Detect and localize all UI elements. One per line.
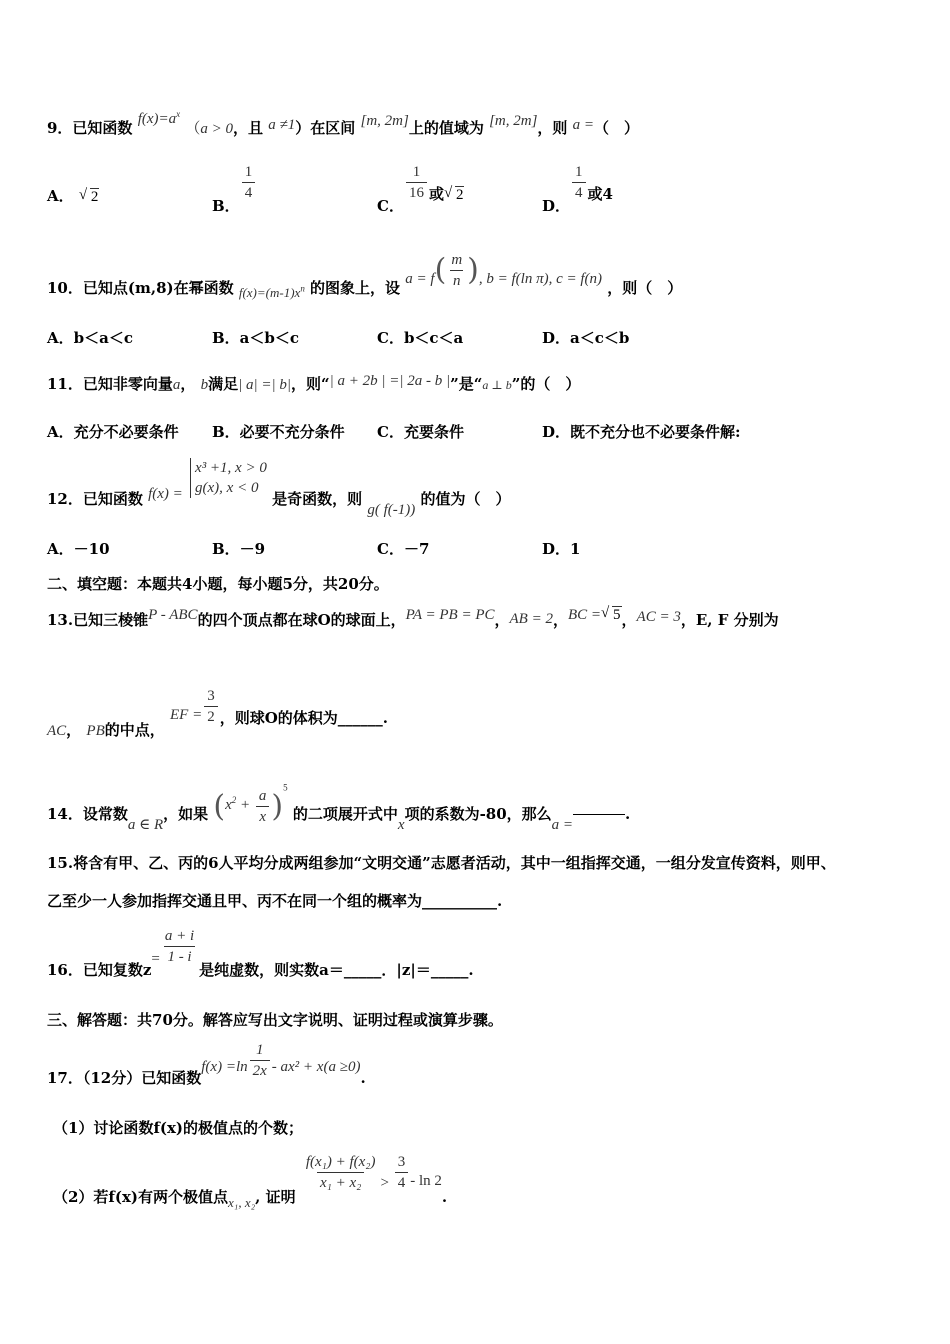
- q9-interval: [m, 2m]: [360, 113, 409, 129]
- q10-func: $f(x)=(m-1)x^n$: [238, 283, 305, 300]
- q17-part2: （2）若f(x)有两个极值点x₁, x₂, 证明 $\frac{\text{f(x₁) + f(x₂)}}{\text{x₁ + x₂}}$ > $\frac{3}{4}$ - ln 2.: [53, 1154, 448, 1210]
- q10-expr-a: a = f: [405, 270, 435, 287]
- q14-stem: 14．设常数a ∈ R，如果 ($x^2$ + $\frac{a}{x}$ )$^5$ 的二项展开式中x项的系数为-80，那么a =.: [47, 782, 631, 833]
- q12-func: f(x) =: [148, 486, 183, 502]
- q17-stem: 17．（12分）已知函数f(x) =ln $\frac{1}{2x}$ - ax² + x(a ≥0).: [47, 1042, 366, 1087]
- q9-b-fraction: $\frac{1}{4}$: [242, 162, 256, 203]
- q12-piecewise: x³ +1, x > 0 g(x), x < 0: [190, 458, 267, 498]
- q12-expr: g( f(-1)): [367, 502, 416, 518]
- section-solution-title: 三、解答题：共70分。解答应写出文字说明、证明过程或演算步骤。: [47, 1011, 503, 1029]
- q11-cond2: | a + 2b | =| 2a - b |: [329, 373, 451, 389]
- q9-ask: a =: [572, 117, 595, 133]
- q10-option-d: D．a＜c＜b: [542, 329, 630, 347]
- q10-option-a: A．b＜a＜c: [47, 329, 133, 347]
- q11-stem: 11．已知非零向量a， b满足| a| =| b|，则“| a + 2b | =| 2a - b |”是“a ⊥ b”的（ ）: [47, 373, 581, 393]
- q14-answer-blank[interactable]: [573, 800, 625, 815]
- q10-fraction: $\frac{m}{n}$: [451, 252, 463, 289]
- q9-mid3: 上的值域为: [408, 119, 484, 137]
- q12-option-d: D．1: [542, 540, 581, 558]
- q9-interval2: [m, 2m]: [489, 113, 538, 129]
- q16-fraction: $\frac{a + i}{1 - i}$: [164, 928, 195, 965]
- q10-option-c: C．b＜c＜a: [377, 329, 464, 347]
- q9-option-a: A． √ 2: [47, 186, 99, 207]
- q13-line2: AC， PB的中点， EF = $\frac{3}{2}$ ，则球O的体积为______.: [47, 688, 388, 739]
- q14-left-paren: (: [213, 788, 226, 824]
- q10-expr-bc: , b = f(ln π), c = f(n): [478, 270, 603, 287]
- q9-mid4: ，则: [537, 119, 568, 137]
- q13-sqrt5: √ 5: [601, 605, 622, 625]
- q9-option-d: D． $\frac{1}{4}$ 或4: [542, 164, 613, 215]
- q10-option-b: B．a＜b＜c: [212, 329, 300, 347]
- q11-option-d: D．既不充分也不必要条件解:: [542, 423, 741, 441]
- q11-option-b: B．必要不充分条件: [212, 423, 345, 441]
- q9-mid2: ）在区间: [295, 119, 356, 137]
- q17-part1: （1）讨论函数f(x)的极值点的个数；: [53, 1119, 304, 1137]
- q15-line2: 乙至少一人参加指挥交通且甲、丙不在同一个组的概率为__________.: [47, 892, 503, 910]
- q14-right-paren: ): [271, 788, 284, 824]
- q9-mid1: ，且: [233, 119, 264, 137]
- q10-right-paren: ): [467, 252, 479, 288]
- q14-fraction: $\frac{a}{x}$: [256, 786, 270, 827]
- q9-c-fraction: $\frac{1}{16}$: [406, 162, 427, 203]
- q9-c-sqrt: √ 2: [444, 185, 465, 205]
- q9-a-sqrt: √ 2: [79, 187, 100, 207]
- q17-three-quarters: $\frac{3}{4}$: [395, 1152, 409, 1193]
- q9-d-fraction: $\frac{1}{4}$: [572, 162, 586, 203]
- q15-line1: 15.将含有甲、乙、丙的6人平均分成两组参加“文明交通”志愿者活动，其中一组指挥交通，一组分发宣传资料，则甲、: [47, 854, 836, 872]
- q9-cond2: a ≠1: [268, 117, 296, 133]
- q9-option-c: C． $\frac{1}{16}$ 或√ 2: [377, 162, 464, 203]
- q11-option-c: C．充要条件: [377, 423, 464, 441]
- q11-cond: | a| =| b|: [238, 377, 292, 393]
- q12-option-b: B．－9: [212, 540, 266, 558]
- q9-stem: [47, 109, 640, 139]
- q12-stem: 12．已知函数 f(x) = x³ +1, x > 0 g(x), x < 0 是奇函数，则 g( f(-1)) 的值为（ ）: [47, 460, 511, 518]
- q9-open-paren: （: [185, 121, 201, 137]
- q17-sum-fraction: $\frac{\text{f(x₁) + f(x₂)}}{\text{x₁ + x₂}}$: [305, 1154, 376, 1191]
- q9-cond1: a > 0: [200, 121, 233, 137]
- q12-option-c: C．－7: [377, 540, 430, 558]
- q11-cond3: a ⊥ b: [482, 378, 512, 392]
- q9-func: $f(x)=a^x$: [137, 109, 181, 127]
- q12-option-a: A．－10: [47, 540, 110, 558]
- q10-stem: 10．已知点(m,8)在幂函数 $f(x)=(m-1)x^n$ 的图象上，设 a = f( $\frac{m}{n}$ ), b = f(ln π), c = f(n) ，则（ ）: [47, 252, 683, 300]
- q11-option-a: A．充分不必要条件: [47, 423, 179, 441]
- q9-tail: （ ）: [594, 119, 640, 137]
- q16-stem: 16．已知复数z= $\frac{a + i}{1 - i}$ 是纯虚数，则实数a＝_____．|z|＝_____.: [47, 928, 474, 979]
- q13-ef-fraction: $\frac{3}{2}$: [204, 686, 218, 727]
- q17-fraction: $\frac{1}{2x}$: [250, 1040, 270, 1081]
- q13-line1: 13.已知三棱锥P - ABC的四个顶点都在球O的球面上，PA = PB = PC，AB = 2，BC =√ 5，AC = 3，E, F 分别为: [47, 610, 779, 631]
- q10-left-paren: (: [434, 252, 447, 288]
- q9-option-b: B． $\frac{1}{4}$: [212, 162, 257, 203]
- section-fill-in-title: 二、填空题：本题共4小题，每小题5分，共20分。: [47, 575, 389, 593]
- q9-label: 9．已知函数: [47, 119, 133, 137]
